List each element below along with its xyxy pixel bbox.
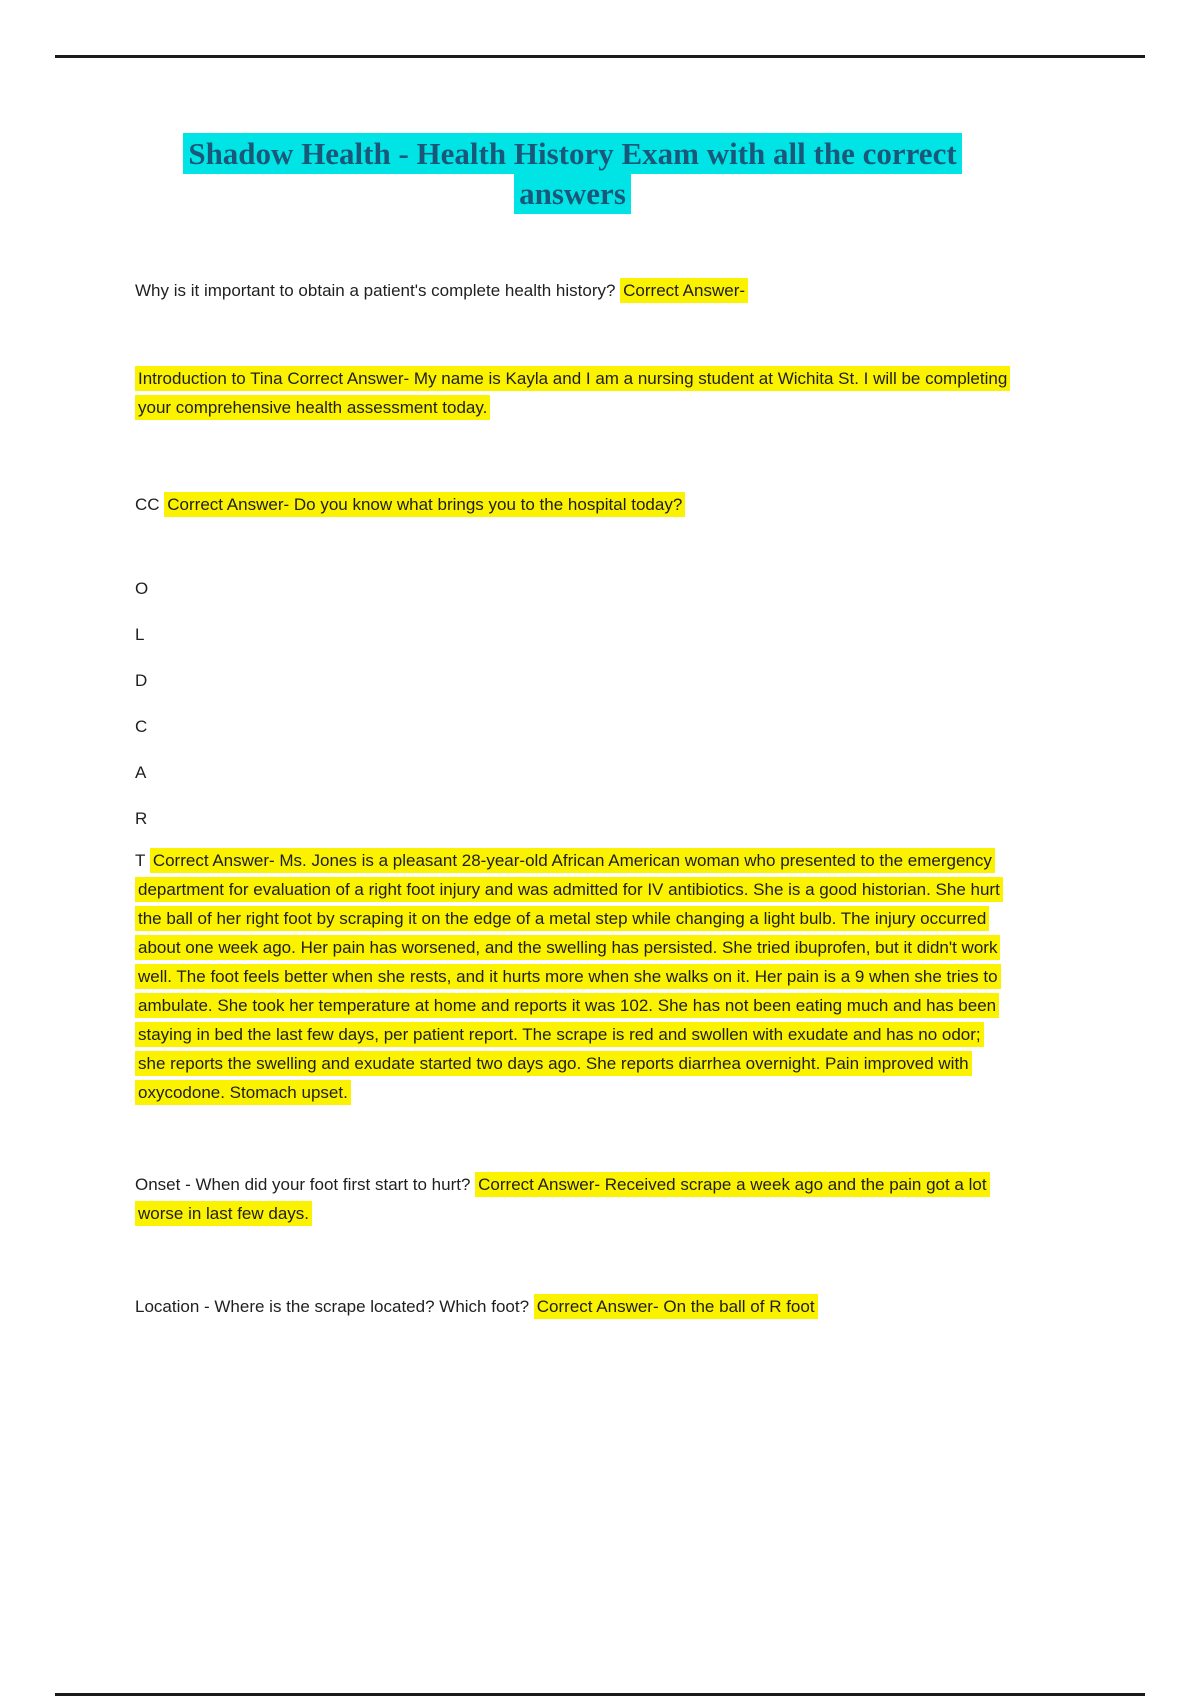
page-title-line-1: Shadow Health - Health History Exam with all the correct [183, 133, 961, 174]
question-text: Location - Where is the scrape located? Which foot? [135, 1297, 534, 1316]
answer-highlight: Correct Answer- [620, 278, 748, 303]
answer-highlight: Introduction to Tina Correct Answer- My name is Kayla and I am a nursing student at Wichita St. I will be completing your comprehensive health assessment today. [135, 366, 1010, 420]
oldcart-letter-d: D [135, 671, 148, 690]
oldcart-letter-list [135, 575, 1010, 833]
answer-highlight: Correct Answer- Ms. Jones is a pleasant 28-year-old African American woman who presented to the emergency department for evaluation of a right foot injury and was admitted for IV antibiotics. She is a good historian. She hurt the ball of her right foot by scraping it on the edge of a metal step while changing a light bulb. The injury occurred about one week ago. Her pain has worsened, and the swelling has persisted. She tried ibuprofen, but it didn't work well. The foot feels better when she rests, and it hurts more when she walks on it. Her pain is a 9 when she tries to ambulate. She took her temperature at home and reports it was 102. She has not been eating much and has been staying in bed the last few days, per patient report. The scrape is red and swollen with exudate and has no odor; she reports the swelling and exudate started two days ago. She reports diarrhea overnight. Pain improved with oxycodone. Stomach upset. [135, 848, 1003, 1105]
page-content [135, 0, 1010, 1321]
oldcart-letter-l: L [135, 625, 145, 644]
bottom-rule [55, 1693, 1145, 1696]
question-text: Why is it important to obtain a patient's complete health history? [135, 281, 621, 300]
qa-paragraph-chief-complaint [135, 490, 1010, 519]
question-text: CC [135, 495, 165, 514]
question-text: T [135, 851, 150, 870]
qa-paragraph-oldcart-t-summary [135, 846, 1010, 1107]
oldcart-letter-c: C [135, 717, 148, 736]
answer-highlight: Correct Answer- On the ball of R foot [534, 1294, 818, 1319]
qa-paragraph-onset [135, 1170, 1010, 1228]
page-title [135, 134, 1010, 214]
qa-paragraph-introduction-to-tina [135, 364, 1010, 422]
answer-highlight: Correct Answer- Received scrape a week ago and the pain got a lot worse in last few days. [135, 1172, 990, 1226]
oldcart-letter-a: A [135, 763, 147, 782]
question-text: Onset - When did your foot first start to hurt? [135, 1175, 476, 1194]
qa-paragraph-health-history [135, 276, 1010, 305]
page-title-line-2: answers [514, 173, 631, 214]
oldcart-letter-r: R [135, 809, 148, 828]
answer-highlight: Correct Answer- Do you know what brings you to the hospital today? [164, 492, 685, 517]
qa-paragraph-location [135, 1292, 1010, 1321]
oldcart-letter-o: O [135, 579, 149, 598]
